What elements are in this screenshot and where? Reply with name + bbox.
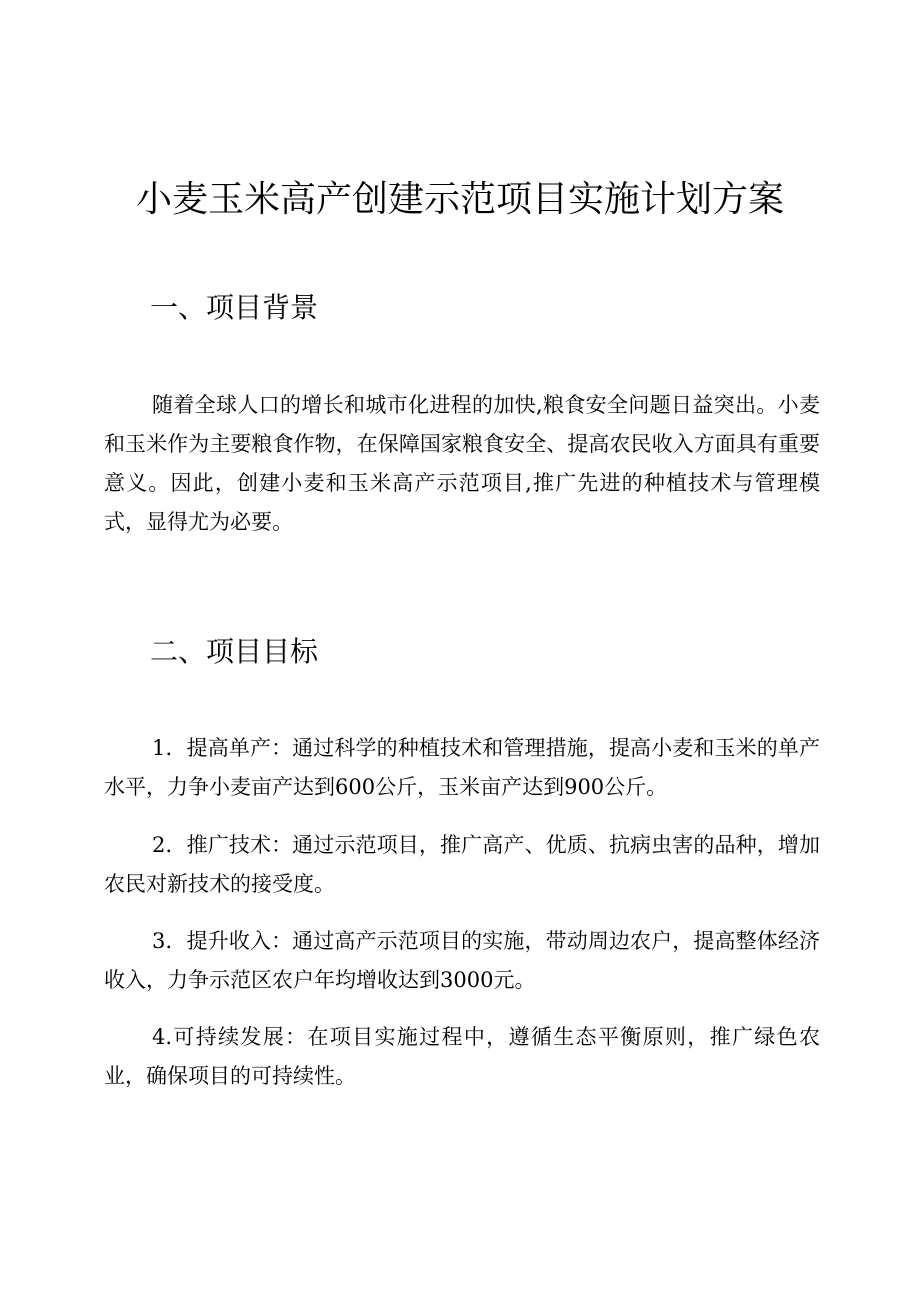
section-heading-background: 一、项目背景 bbox=[150, 291, 319, 324]
goal-item-yield: 1．提高单产：通过科学的种植技术和管理措施，提高小麦和玉米的单产水平，力争小麦亩产达到600公斤，玉米亩产达到900公斤。 bbox=[104, 736, 820, 799]
goal-item-sustainability: 4.可持续发展：在项目实施过程中，遵循生态平衡原则，推广绿色农业，确保项目的可持续性。 bbox=[104, 1025, 820, 1088]
document-title: 小麦玉米高产创建示范项目实施计划方案 bbox=[135, 179, 784, 220]
section-heading-goals: 二、项目目标 bbox=[150, 635, 319, 668]
goal-item-technology: 2．推广技术：通过示范项目，推广高产、优质、抗病虫害的品种，增加农民对新技术的接受度。 bbox=[104, 833, 820, 896]
background-paragraph: 随着全球人口的增长和城市化进程的加快,粮食安全问题日益突出。小麦和玉米作为主要粮食作物，在保障国家粮食安全、提高农民收入方面具有重要意义。因此，创建小麦和玉米高产示范项目,推广先进的种植技术与管理模式，显得尤为必要。 bbox=[104, 393, 820, 534]
goal-item-income: 3．提升收入：通过高产示范项目的实施，带动周边农户，提高整体经济收入，力争示范区农户年均增收达到3000元。 bbox=[104, 929, 820, 992]
